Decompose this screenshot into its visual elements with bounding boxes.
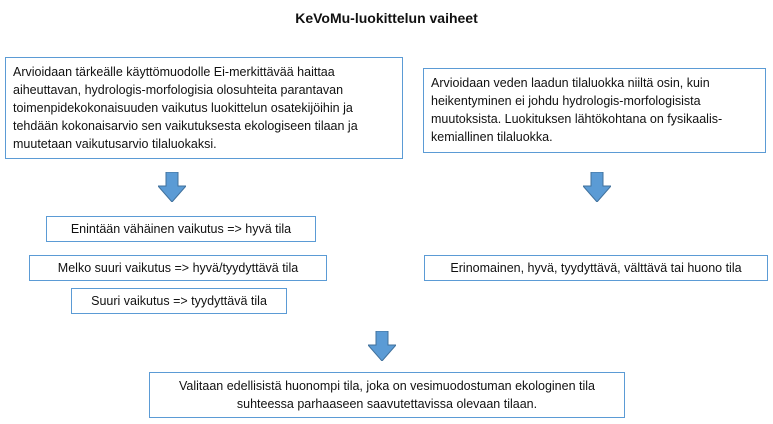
arrow-down-icon — [583, 172, 611, 202]
outcome-large-impact: Suuri vaikutus => tyydyttävä tila — [71, 288, 287, 314]
outcome-minor-impact: Enintään vähäinen vaikutus => hyvä tila — [46, 216, 316, 242]
final-status-box: Valitaan edellisistä huonompi tila, joka on vesimuodostuman ekologinen tila suhteessa parhaaseen saavutettavissa olevaan tilaan. — [149, 372, 625, 418]
outcome-fairly-large-impact: Melko suuri vaikutus => hyvä/tyydyttävä tila — [29, 255, 327, 281]
left-assessment-box: Arvioidaan tärkeälle käyttömuodolle Ei-merkittävää haittaa aiheuttavan, hydrologis-morfologisia olosuhteita parantavan toimenpidekokonaisuuden vaikutus luokittelun osatekijöihin ja tehdään kokonaisarvio sen vaikutuksesta ekologiseen tilaan ja muutetaan vaikutusarvio tilaluokaksi. — [5, 57, 403, 159]
water-quality-classes: Erinomainen, hyvä, tyydyttävä, välttävä tai huono tila — [424, 255, 768, 281]
arrow-down-icon — [368, 331, 396, 361]
diagram-title: KeVoMu-luokittelun vaiheet — [295, 10, 478, 26]
right-assessment-box: Arvioidaan veden laadun tilaluokka niiltä osin, kuin heikentyminen ei johdu hydrologis-morfologisista muutoksista. Luokituksen lähtökohtana on fysikaalis-kemiallinen tilaluokka. — [423, 68, 766, 153]
arrow-down-icon — [158, 172, 186, 202]
